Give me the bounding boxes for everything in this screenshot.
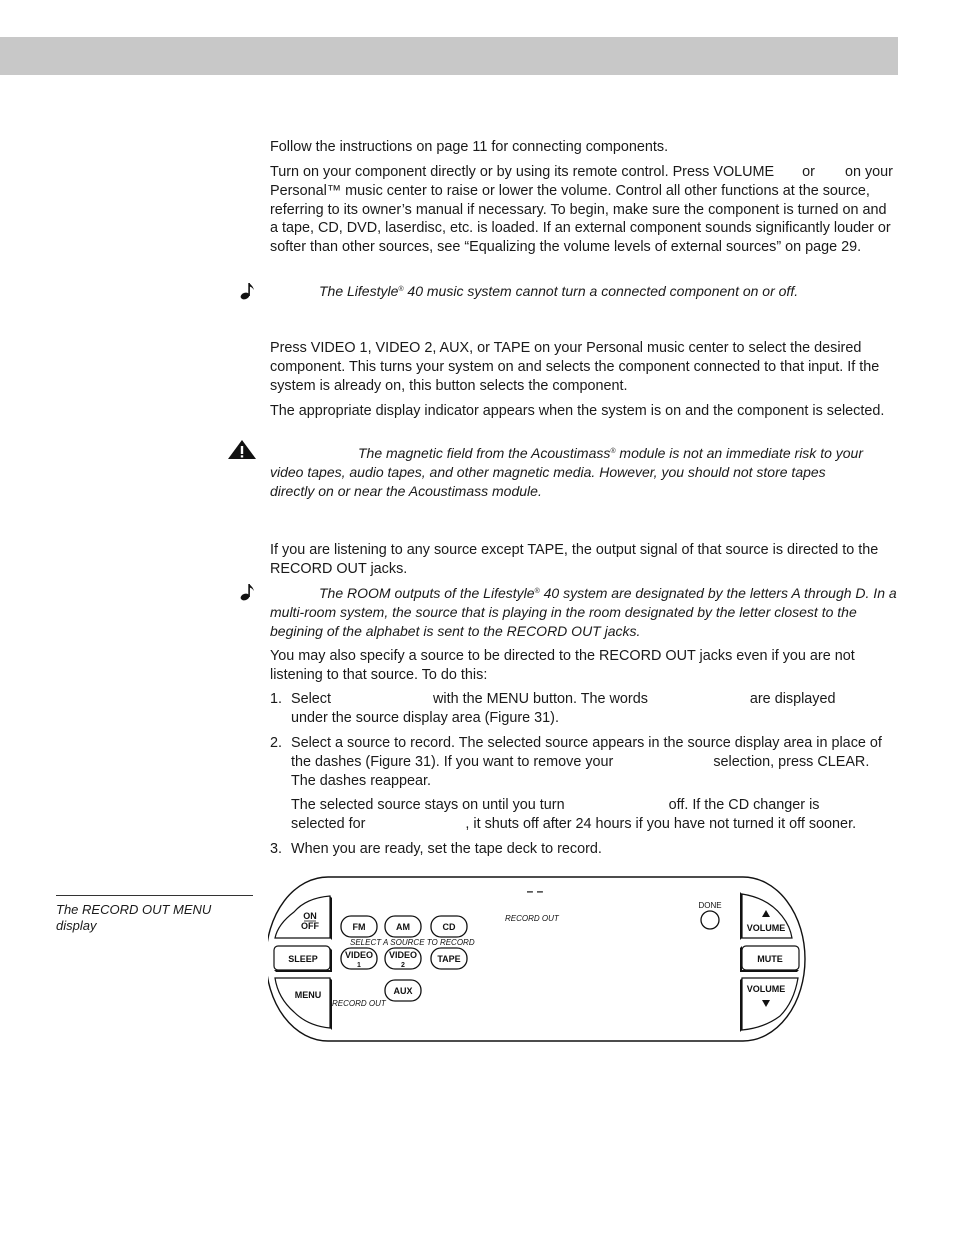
header-bar <box>0 37 898 75</box>
cd-button[interactable] <box>431 916 467 937</box>
step-3-text: When you are ready, set the tape deck to record. <box>291 841 602 857</box>
paragraph-press-video: Press VIDEO 1, VIDEO 2, AUX, or TAPE on your Personal music center to select the desired component. This turns your system on and selects the component connected to that input. If the system is already on, this button selects the component. <box>270 340 880 394</box>
p2-text-on: on <box>844 164 861 180</box>
music-note-icon <box>240 281 256 301</box>
step-number: 1. <box>270 691 283 707</box>
caution-text-a: The magnetic field from the Acoustimass <box>358 445 611 461</box>
note1-text-b: 40 music system cannot turn a connected component on or off. <box>403 283 799 299</box>
paragraph-display-indicator: The appropriate display indicator appears when the system is on and the component is selected. <box>270 403 885 419</box>
select-source-label: SELECT A SOURCE TO RECORD <box>350 938 475 947</box>
figure-caption: The RECORD OUT MENU display <box>56 902 212 933</box>
cd-label: CD <box>442 922 456 932</box>
video1-label: VIDEO <box>344 950 374 960</box>
source-display-dashes: – – <box>526 884 544 898</box>
paragraph-listening-source: If you are listening to any source except TAPE, the output signal of that source is directed to the RECORD OUT jacks. <box>270 542 879 577</box>
step2-p2-text-d: , it shuts off after 24 hours if you have not turned it off sooner. <box>465 815 857 832</box>
paragraph-turn-on <box>270 163 896 257</box>
registered-mark: ® <box>398 286 404 293</box>
done-label: DONE <box>698 901 722 910</box>
tape-label: TAPE <box>437 954 461 964</box>
registered-mark: ® <box>610 448 616 455</box>
video1-number: 1 <box>357 962 361 969</box>
step1-text-d: under the source display area (Figure 31). <box>291 709 559 726</box>
caution-magnetic-field <box>270 444 872 501</box>
fm-button[interactable] <box>341 916 377 937</box>
video1-button[interactable] <box>341 948 377 969</box>
tape-button[interactable] <box>431 948 467 969</box>
step1-text-c: are displayed <box>749 691 836 707</box>
aux-button[interactable] <box>385 980 421 1001</box>
record-out-menu-figure <box>268 874 808 1046</box>
step1-text-b: with the MENU button. The words <box>433 691 648 707</box>
sleep-button[interactable] <box>274 946 332 972</box>
note-room-outputs <box>270 584 900 641</box>
paragraph-specify-source: You may also specify a source to be directed to the RECORD OUT jacks even if you are not listening to that source. To do this: <box>270 648 855 683</box>
step-1-text <box>291 690 895 728</box>
am-button[interactable] <box>385 916 421 937</box>
volume-up-label: VOLUME <box>746 923 786 933</box>
step-number: 2. <box>270 735 283 751</box>
note2-text-a: The ROOM outputs of the Lifestyle <box>319 585 535 601</box>
step2-text-a: Select a source to record. The selected source appears in the source display area in place of the dashes (Figure 31). If you want to remove your <box>291 735 882 770</box>
aux-label: AUX <box>393 986 413 996</box>
step-2-continued-text <box>291 796 895 834</box>
done-button[interactable] <box>701 911 719 929</box>
p2-text-a: Turn on your component directly or by using its remote control. Press VOLUME <box>270 164 775 180</box>
caution-icon <box>227 439 257 460</box>
step-2-text <box>291 734 895 790</box>
music-note-icon <box>240 582 256 602</box>
registered-mark: ® <box>534 588 540 595</box>
mute-label: MUTE <box>757 954 783 964</box>
sleep-label: SLEEP <box>288 954 318 964</box>
video2-label: VIDEO <box>388 950 418 960</box>
record-out-label: RECORD OUT <box>505 914 559 923</box>
mute-button[interactable] <box>740 946 799 972</box>
step1-text-a: Select <box>291 691 331 707</box>
caution-text-b: module is not an immediate risk to your video tapes, audio tapes, and other magnetic media. However, you should not store tapes directly on or near the Acoustimass module. <box>270 445 863 499</box>
note1-text-a: The Lifestyle <box>319 283 399 299</box>
on-label: ON <box>303 911 317 921</box>
fm-label: FM <box>352 922 366 932</box>
step-number: 3. <box>270 841 283 857</box>
video2-number: 2 <box>401 962 405 969</box>
record-out-indicator: RECORD OUT <box>332 999 386 1008</box>
step2-p2-text-b: off. If the CD changer is <box>668 797 820 813</box>
volume-down-label: VOLUME <box>746 984 786 994</box>
am-label: AM <box>396 922 410 932</box>
paragraph-connect: Follow the instructions on page 11 for connecting components. <box>270 139 669 155</box>
step2-p2-text-a: The selected source stays on until you turn <box>291 797 565 813</box>
off-label: OFF <box>301 921 319 931</box>
p2-text-b: your Personal™ music center to raise or lower the volume. Control all other functions at the source, referring to its owner’s manual if necessary. To begin, make sure the component is turned on and a tape, CD, DVD, laserdisc, etc. is loaded. If an external component sounds significantly louder or softer than other sources, see “Equalizing the volume levels of external sources” on page 29. <box>270 164 893 256</box>
step2-text-b: selection, press CLEAR. The dashes reappear. <box>291 753 870 789</box>
step2-p2-text-c: selected for <box>291 815 366 832</box>
menu-label: MENU <box>294 990 322 1000</box>
note2-text-b: 40 system are designated by the letters A through D. In a multi-room system, the source that is playing in the room designated by the letter closest to the begining of the alphabet is sent to the RECORD OUT jacks. <box>270 585 897 639</box>
note-lifestyle-cannot-turn-on <box>319 282 899 301</box>
caption-rule <box>56 895 253 896</box>
p2-text-or: or <box>802 164 815 180</box>
video2-button[interactable] <box>385 948 421 969</box>
